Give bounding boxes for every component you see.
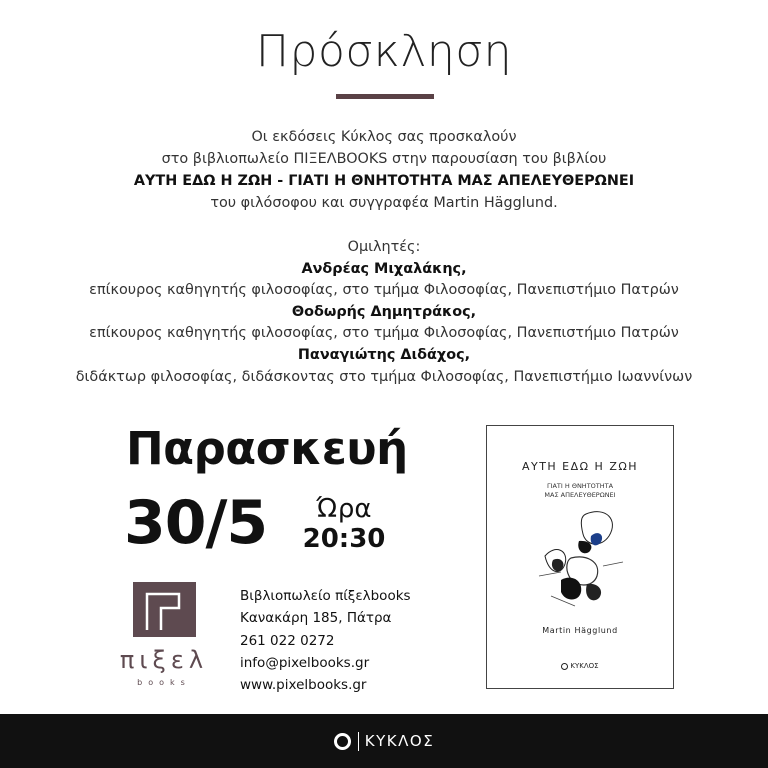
venue-website[interactable]: www.pixelbooks.gr <box>240 677 367 694</box>
venue-name: Βιβλιοπωλείο πίξελbooks <box>240 588 411 604</box>
pixel-logo-subtext: books <box>137 678 191 687</box>
speaker-name: Παναγιώτης Διδάχος, <box>297 346 471 363</box>
kyklos-ring-icon <box>334 733 351 750</box>
title-underline <box>336 94 434 99</box>
book-cover-artwork <box>531 496 631 616</box>
venue-email[interactable]: info@pixelbooks.gr <box>240 654 370 671</box>
speaker-name: Ανδρέας Μιχαλάκης, <box>301 260 467 277</box>
book-cover <box>486 425 674 689</box>
speaker-role: διδάκτωρ φιλοσοφίας, διδάσκοντας στο τμήμα Φιλοσοφίας, Πανεπιστήμιο Ιωαννίνων <box>75 368 693 385</box>
intro-text <box>0 126 768 214</box>
venue-phone: 261 022 0272 <box>240 632 335 649</box>
book-cover-author: Martin Hägglund <box>542 626 618 635</box>
book-cover-subtitle-line: ΓΙΑΤΙ Η ΘΝΗΤΟΤΗΤΑ <box>546 482 614 490</box>
event-date: 30/5 <box>124 488 268 558</box>
logo-separator <box>358 732 359 751</box>
footer-publisher-logo <box>0 714 768 768</box>
speaker-role: επίκουρος καθηγητής φιλοσοφίας, στο τμήμα Φιλοσοφίας, Πανεπιστήμιο Πατρών <box>89 325 679 342</box>
intro-line: στο βιβλιοπωλείο ΠΙΞΕΛBOOKS στην παρουσίαση του βιβλίου <box>161 151 607 167</box>
book-cover-title: ΑΥΤΗ ΕΔΩ Η ΖΩΗ <box>521 460 639 473</box>
kyklos-logo-icon <box>561 663 568 670</box>
speakers-label: Ομιλητές: <box>347 239 421 255</box>
pixel-logo-text: πιξελ <box>119 646 209 674</box>
speaker-name: Θοδωρής Δημητράκος, <box>291 303 477 320</box>
venue-info <box>240 585 411 696</box>
venue-address: Κανακάρη 185, Πάτρα <box>240 610 392 627</box>
footer-bar <box>0 714 768 768</box>
event-time-label: Ώρα <box>316 494 372 524</box>
speaker-role: επίκουρος καθηγητής φιλοσοφίας, στο τμήμα Φιλοσοφίας, Πανεπιστήμιο Πατρών <box>89 282 679 299</box>
book-cover-publisher-text: ΚΥΚΛΟΣ <box>570 662 599 670</box>
intro-line: του φιλόσοφου και συγγραφέα Martin Hägglund. <box>210 195 558 211</box>
intro-line: Οι εκδόσεις Κύκλος σας προσκαλούν <box>251 129 517 145</box>
book-cover-subtitle-line: ΜΑΣ ΑΠΕΛΕΥΘΕΡΩΝΕΙ <box>544 491 616 499</box>
footer-publisher-name: ΚΥΚΛΟΣ <box>364 732 435 750</box>
speakers-section <box>0 237 768 388</box>
page-title: Πρόσκληση <box>255 26 513 77</box>
book-cover-publisher <box>487 662 673 670</box>
event-day: Παρασκευή <box>126 422 408 475</box>
event-time: 20:30 <box>302 524 386 554</box>
intro-book-title: ΑΥΤΗ ΕΔΩ Η ΖΩΗ - ΓΙΑΤΙ Η ΘΝΗΤΟΤΗΤΑ ΜΑΣ ΑΠΕΛΕΥΘΕΡΩΝΕΙ <box>133 173 635 189</box>
pixel-logo-icon <box>133 582 196 637</box>
